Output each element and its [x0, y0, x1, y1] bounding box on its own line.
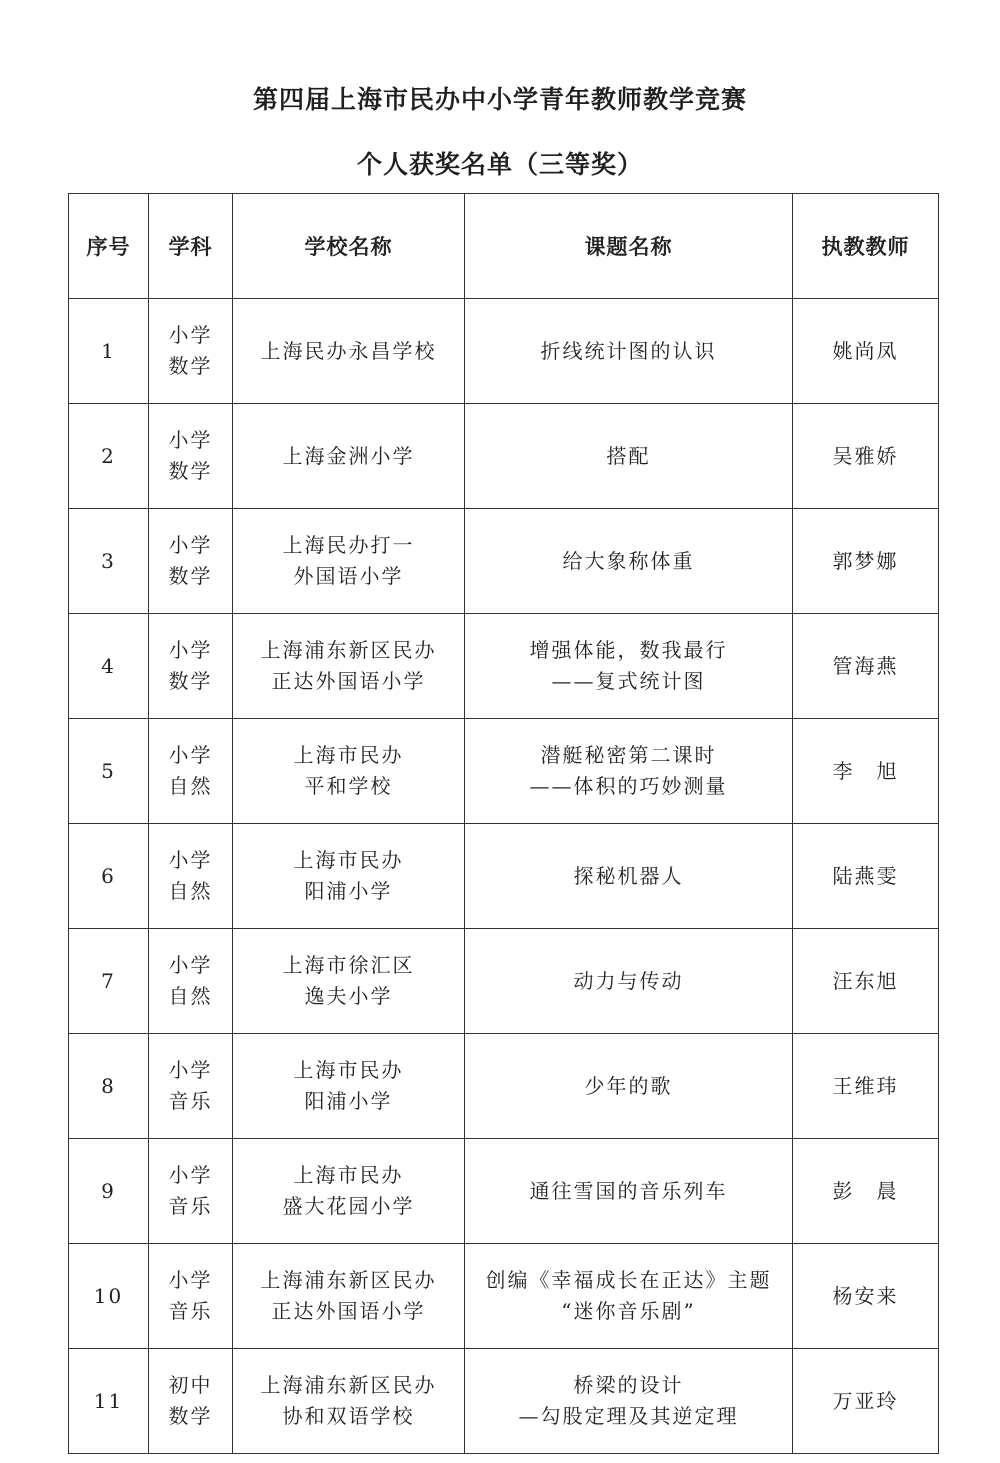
header-no: 序号: [69, 194, 149, 299]
header-teacher: 执教教师: [793, 194, 939, 299]
table-row: [69, 1034, 939, 1139]
cell-school: [233, 404, 465, 509]
subject-line: 小学: [168, 953, 213, 977]
cell-no: 6: [69, 824, 149, 929]
subject-line: 自然: [168, 879, 213, 903]
cell-subject: [149, 1034, 233, 1139]
award-table: [68, 193, 939, 1454]
cell-school: [233, 719, 465, 824]
cell-teacher: 陆燕雯: [793, 824, 939, 929]
topic-line: 潜艇秘密第二课时: [540, 743, 717, 767]
cell-no: 1: [69, 299, 149, 404]
subject-line: 数学: [168, 669, 213, 693]
subject-line: 音乐: [168, 1299, 213, 1323]
school-line: 逸夫小学: [304, 984, 393, 1008]
cell-teacher: 万亚玲: [793, 1349, 939, 1454]
cell-topic: [465, 1244, 793, 1349]
cell-subject: [149, 929, 233, 1034]
cell-subject: [149, 824, 233, 929]
subject-line: 音乐: [168, 1089, 213, 1113]
cell-teacher: 李 旭: [793, 719, 939, 824]
table-body: [69, 299, 939, 1454]
topic-line: 搭配: [606, 443, 651, 468]
subject-line: 小学: [168, 848, 213, 872]
cell-topic: [465, 1034, 793, 1139]
subject-line: 小学: [168, 638, 213, 662]
school-line: 上海浦东新区民办: [260, 1268, 437, 1292]
school-line: 上海民办永昌学校: [260, 338, 437, 363]
topic-line: ——体积的巧妙测量: [529, 774, 728, 798]
cell-teacher: 吴雅娇: [793, 404, 939, 509]
table-row: [69, 1139, 939, 1244]
subject-line: 小学: [168, 1268, 213, 1292]
cell-topic: [465, 404, 793, 509]
cell-no: 4: [69, 614, 149, 719]
cell-subject: [149, 404, 233, 509]
topic-line: 探秘机器人: [573, 863, 684, 888]
cell-teacher: 姚尚凤: [793, 299, 939, 404]
cell-topic: [465, 299, 793, 404]
cell-school: [233, 1034, 465, 1139]
topic-line: ——复式统计图: [551, 669, 706, 693]
topic-line: —勾股定理及其逆定理: [518, 1404, 739, 1428]
topic-line: 增强体能，数我最行: [529, 638, 728, 662]
school-line: 上海市民办: [293, 743, 404, 767]
cell-school: [233, 299, 465, 404]
header-topic: 课题名称: [465, 194, 793, 299]
cell-subject: [149, 719, 233, 824]
topic-line: 给大象称体重: [562, 548, 695, 573]
school-line: 上海市民办: [293, 848, 404, 872]
subject-line: 小学: [168, 1058, 213, 1082]
subject-line: 数学: [168, 459, 213, 483]
cell-no: 8: [69, 1034, 149, 1139]
school-line: 上海市民办: [293, 1058, 404, 1082]
subject-line: 小学: [168, 323, 213, 347]
table-row: [69, 614, 939, 719]
topic-line: 桥梁的设计: [573, 1373, 684, 1397]
table-row: [69, 509, 939, 614]
subject-line: 自然: [168, 984, 213, 1008]
cell-teacher: 郭梦娜: [793, 509, 939, 614]
school-line: 上海浦东新区民办: [260, 638, 437, 662]
topic-line: 折线统计图的认识: [540, 338, 717, 363]
subject-line: 小学: [168, 1163, 213, 1187]
subject-line: 自然: [168, 774, 213, 798]
cell-subject: [149, 1139, 233, 1244]
cell-no: 9: [69, 1139, 149, 1244]
cell-school: [233, 824, 465, 929]
school-line: 上海浦东新区民办: [260, 1373, 437, 1397]
table-row: [69, 929, 939, 1034]
school-line: 外国语小学: [293, 564, 404, 588]
table-row: [69, 1349, 939, 1454]
school-line: 上海金洲小学: [282, 443, 415, 468]
school-line: 阳浦小学: [304, 1089, 393, 1113]
cell-school: [233, 509, 465, 614]
cell-no: 10: [69, 1244, 149, 1349]
cell-topic: [465, 719, 793, 824]
cell-no: 7: [69, 929, 149, 1034]
cell-no: 2: [69, 404, 149, 509]
school-line: 协和双语学校: [282, 1404, 415, 1428]
school-line: 上海民办打一: [282, 533, 415, 557]
table-row: [69, 1244, 939, 1349]
cell-topic: [465, 929, 793, 1034]
topic-line: 动力与传动: [573, 968, 684, 993]
cell-school: [233, 929, 465, 1034]
subject-line: 数学: [168, 564, 213, 588]
cell-subject: [149, 509, 233, 614]
subject-line: 数学: [168, 1404, 213, 1428]
cell-school: [233, 1139, 465, 1244]
cell-no: 3: [69, 509, 149, 614]
cell-topic: [465, 1349, 793, 1454]
school-line: 正达外国语小学: [271, 1299, 426, 1323]
cell-no: 5: [69, 719, 149, 824]
subject-line: 音乐: [168, 1194, 213, 1218]
cell-topic: [465, 1139, 793, 1244]
topic-line: 创编《幸福成长在正达》主题: [485, 1268, 772, 1292]
table-row: [69, 404, 939, 509]
table-header-row: [69, 194, 939, 299]
school-line: 盛大花园小学: [282, 1194, 415, 1218]
header-subject: 学科: [149, 194, 233, 299]
cell-topic: [465, 614, 793, 719]
subject-line: 数学: [168, 354, 213, 378]
document-subtitle: 个人获奖名单（三等奖）: [356, 150, 643, 179]
cell-teacher: 汪东旭: [793, 929, 939, 1034]
school-line: 上海市民办: [293, 1163, 404, 1187]
table-row: [69, 824, 939, 929]
school-line: 平和学校: [304, 774, 393, 798]
school-line: 正达外国语小学: [271, 669, 426, 693]
school-line: 阳浦小学: [304, 879, 393, 903]
topic-line: 通往雪国的音乐列车: [529, 1178, 728, 1203]
cell-topic: [465, 509, 793, 614]
cell-subject: [149, 299, 233, 404]
subject-line: 初中: [168, 1373, 213, 1397]
subject-line: 小学: [168, 428, 213, 452]
document-title: 第四届上海市民办中小学青年教师教学竞赛: [252, 85, 747, 114]
cell-school: [233, 1244, 465, 1349]
cell-subject: [149, 614, 233, 719]
cell-teacher: 管海燕: [793, 614, 939, 719]
subject-line: 小学: [168, 743, 213, 767]
cell-school: [233, 614, 465, 719]
cell-school: [233, 1349, 465, 1454]
cell-teacher: 彭 晨: [793, 1139, 939, 1244]
cell-teacher: 杨安来: [793, 1244, 939, 1349]
cell-topic: [465, 824, 793, 929]
table-row: [69, 299, 939, 404]
subject-line: 小学: [168, 533, 213, 557]
cell-subject: [149, 1349, 233, 1454]
topic-line: 少年的歌: [584, 1073, 673, 1098]
school-line: 上海市徐汇区: [282, 953, 415, 977]
table-row: [69, 719, 939, 824]
cell-teacher: 王维玮: [793, 1034, 939, 1139]
topic-line: “迷你音乐剧”: [561, 1299, 696, 1323]
cell-no: 11: [69, 1349, 149, 1454]
header-school: 学校名称: [233, 194, 465, 299]
cell-subject: [149, 1244, 233, 1349]
